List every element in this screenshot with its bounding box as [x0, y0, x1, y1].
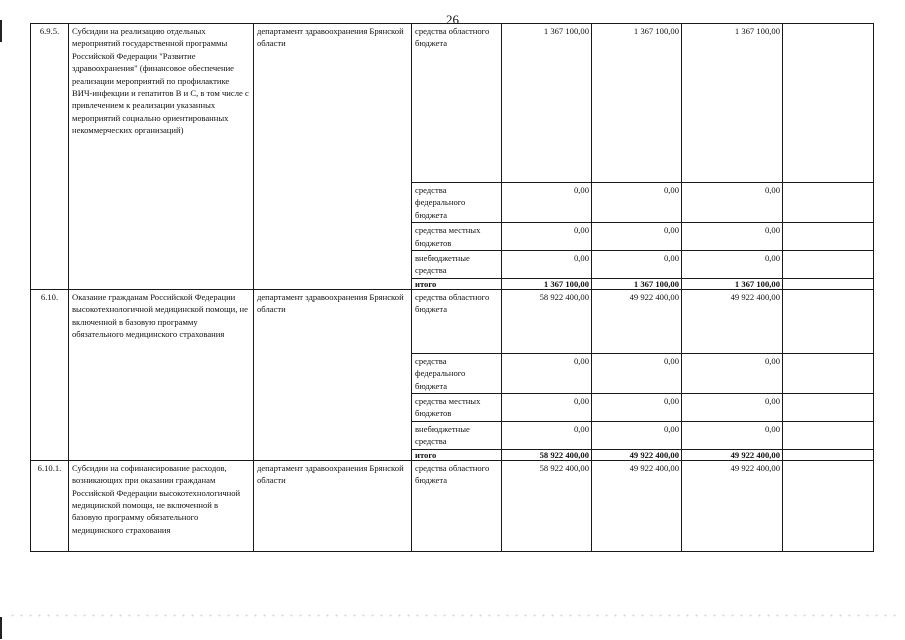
funding-source: внебюджетные средства [412, 251, 502, 279]
funding-source: средства областного бюджета [412, 289, 502, 353]
amount-year-1: 1 367 100,00 [502, 24, 592, 183]
funding-source: средства федерального бюджета [412, 183, 502, 223]
funding-source-total: итого [412, 449, 502, 460]
amount-year-2: 0,00 [592, 353, 682, 393]
funding-source: внебюджетные средства [412, 421, 502, 449]
table-row [31, 289, 874, 353]
amount-year-3: 1 367 100,00 [682, 278, 783, 289]
amount-year-3: 0,00 [682, 421, 783, 449]
row-code: 6.10. [31, 289, 69, 460]
amount-year-1: 58 922 400,00 [502, 460, 592, 551]
amount-year-1: 0,00 [502, 421, 592, 449]
scan-artifact-dots [8, 614, 898, 617]
amount-year-3: 49 922 400,00 [682, 289, 783, 353]
row-executor: департамент здравоохранения Брянской области [254, 24, 412, 290]
amount-year-3: 1 367 100,00 [682, 24, 783, 183]
funding-source: средства федерального бюджета [412, 353, 502, 393]
amount-year-2: 1 367 100,00 [592, 278, 682, 289]
empty-cell [783, 223, 874, 251]
amount-year-1: 58 922 400,00 [502, 449, 592, 460]
row-code: 6.10.1. [31, 460, 69, 551]
amount-year-3: 0,00 [682, 394, 783, 422]
empty-cell [783, 278, 874, 289]
amount-year-2: 1 367 100,00 [592, 24, 682, 183]
amount-year-2: 49 922 400,00 [592, 289, 682, 353]
amount-year-3: 49 922 400,00 [682, 449, 783, 460]
funding-source: средства местных бюджетов [412, 394, 502, 422]
page-number: 26 [446, 12, 459, 27]
budget-table [30, 23, 874, 552]
empty-cell [783, 394, 874, 422]
amount-year-3: 0,00 [682, 183, 783, 223]
row-description: Субсидии на реализацию отдельных мероприятий государственной программы Российской Федерации "Развитие здравоохранения" (финансовое обеспечение реализации мероприятий по профилактике ВИЧ-инфекции и гепатитов В и С, в том числе с привлечением к реализации указанных мероприятий социально ориентированных некоммерческих организаций) [69, 24, 254, 290]
table-row [31, 460, 874, 551]
table-row [31, 24, 874, 183]
empty-cell [783, 449, 874, 460]
margin-mark-bottom [0, 617, 2, 639]
amount-year-2: 49 922 400,00 [592, 449, 682, 460]
amount-year-1: 1 367 100,00 [502, 278, 592, 289]
amount-year-2: 0,00 [592, 223, 682, 251]
amount-year-2: 0,00 [592, 421, 682, 449]
row-executor: департамент здравоохранения Брянской области [254, 289, 412, 460]
amount-year-2: 49 922 400,00 [592, 460, 682, 551]
row-description: Оказание гражданам Российской Федерации высокотехнологичной медицинской помощи, не включенной в базовую программу обязательного медицинского страхования [69, 289, 254, 460]
empty-cell [783, 421, 874, 449]
empty-cell [783, 289, 874, 353]
amount-year-3: 0,00 [682, 353, 783, 393]
funding-source: средства областного бюджета [412, 24, 502, 183]
row-description: Субсидии на софинансирование расходов, возникающих при оказании гражданам Российской Федерации высокотехнологичной медицинской помощи, не включенной в базовую программу обязательного медицинского страхования [69, 460, 254, 551]
row-code: 6.9.5. [31, 24, 69, 290]
row-executor: департамент здравоохранения Брянской области [254, 460, 412, 551]
margin-mark-top [0, 20, 2, 42]
funding-source: средства местных бюджетов [412, 223, 502, 251]
amount-year-1: 0,00 [502, 223, 592, 251]
amount-year-2: 0,00 [592, 394, 682, 422]
amount-year-2: 0,00 [592, 251, 682, 279]
amount-year-1: 58 922 400,00 [502, 289, 592, 353]
amount-year-1: 0,00 [502, 353, 592, 393]
amount-year-3: 0,00 [682, 223, 783, 251]
empty-cell [783, 251, 874, 279]
amount-year-1: 0,00 [502, 251, 592, 279]
empty-cell [783, 24, 874, 183]
empty-cell [783, 460, 874, 551]
amount-year-1: 0,00 [502, 183, 592, 223]
funding-source: средства областного бюджета [412, 460, 502, 551]
amount-year-1: 0,00 [502, 394, 592, 422]
empty-cell [783, 183, 874, 223]
amount-year-3: 0,00 [682, 251, 783, 279]
amount-year-2: 0,00 [592, 183, 682, 223]
amount-year-3: 49 922 400,00 [682, 460, 783, 551]
funding-source-total: итого [412, 278, 502, 289]
empty-cell [783, 353, 874, 393]
